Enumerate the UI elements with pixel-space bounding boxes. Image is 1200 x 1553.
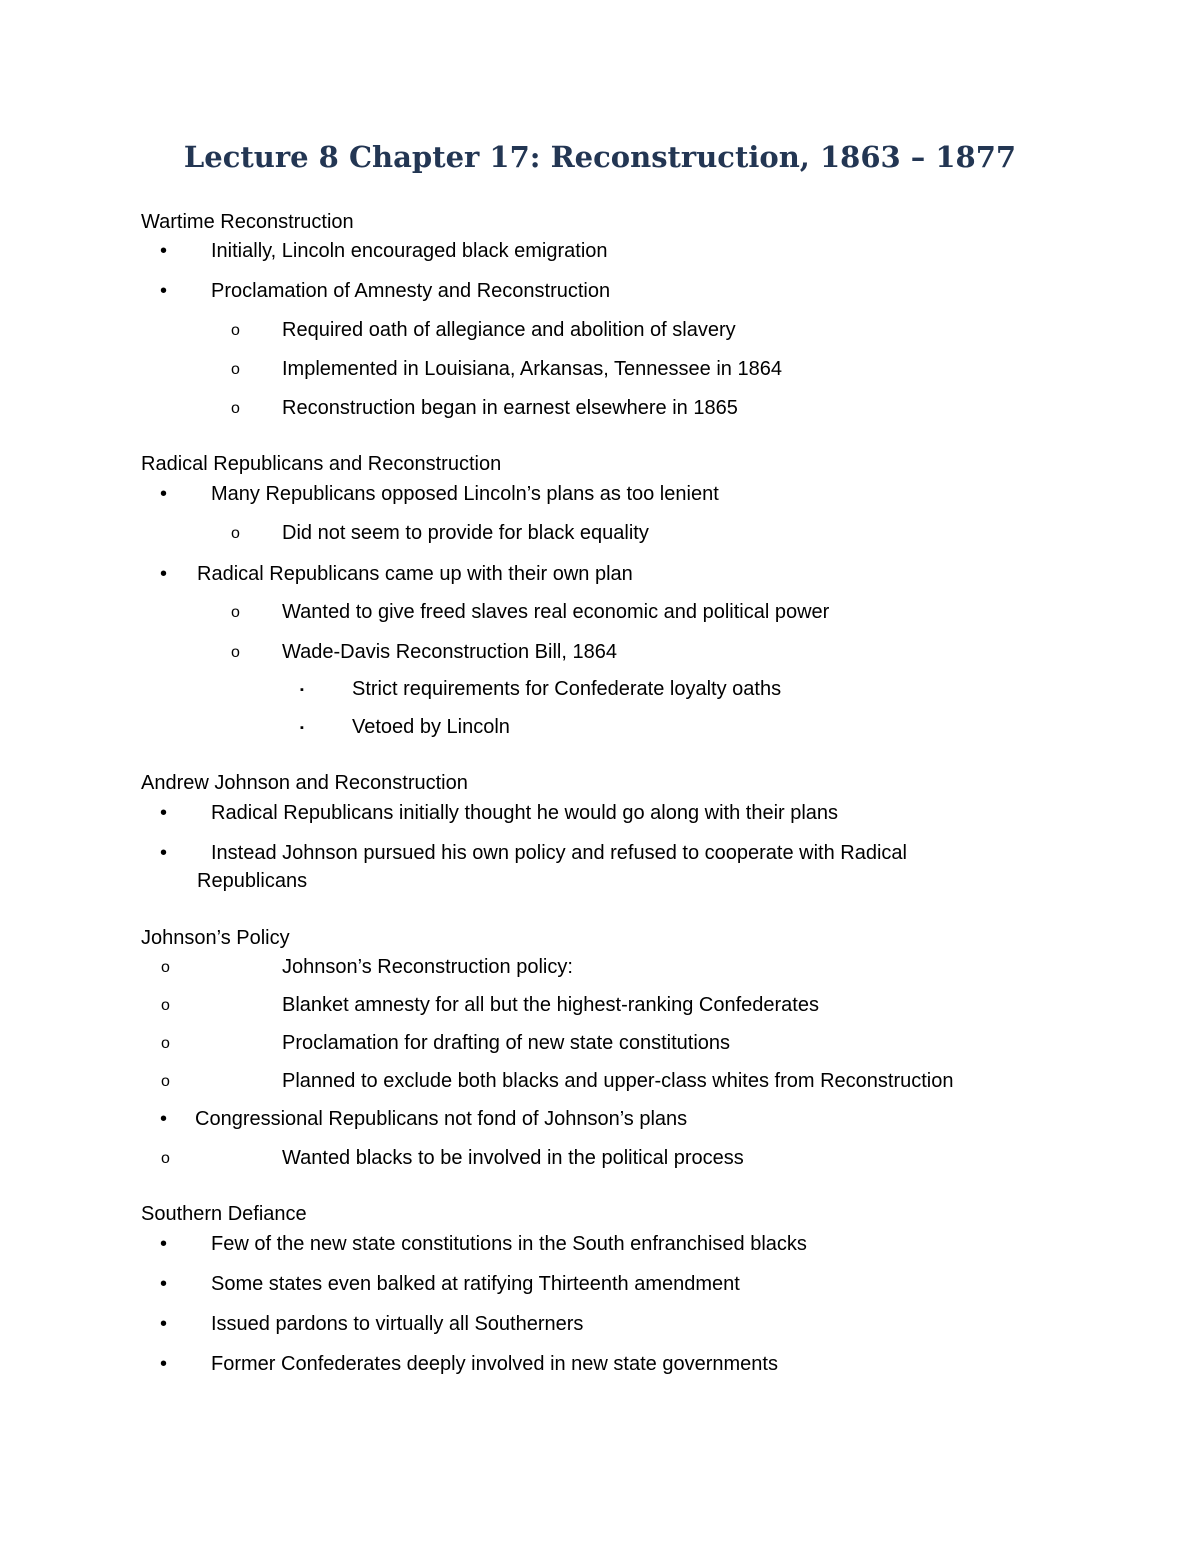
list-item: Wade-Davis Reconstruction Bill, 1864 <box>282 641 617 663</box>
list-item: Many Republicans opposed Lincoln’s plans as too lenient <box>211 483 719 505</box>
section-heading: Wartime Reconstruction <box>141 211 354 233</box>
list-item: Congressional Republicans not fond of Johnson’s plans <box>195 1108 688 1130</box>
section-heading: Andrew Johnson and Reconstruction <box>141 772 468 794</box>
bullet-marker: • <box>160 842 168 864</box>
list-item: Implemented in Louisiana, Arkansas, Tennessee in 1864 <box>282 358 782 380</box>
circle-marker: o <box>161 1035 170 1052</box>
list-item: Former Confederates deeply involved in new state governments <box>211 1353 778 1375</box>
list-item: Reconstruction began in earnest elsewhere in 1865 <box>282 397 738 419</box>
list-item: Strict requirements for Confederate loyalty oaths <box>352 678 782 700</box>
circle-marker: o <box>231 400 240 417</box>
bullet-marker: • <box>160 1233 168 1255</box>
list-item: Did not seem to provide for black equality <box>282 522 649 544</box>
circle-marker: o <box>231 322 240 339</box>
list-item: Vetoed by Lincoln <box>352 716 510 738</box>
circle-marker: o <box>161 997 170 1014</box>
list-item: Radical Republicans came up with their own plan <box>197 563 633 585</box>
document-title: Lecture 8 Chapter 17: Reconstruction, 1863 – 1877 <box>183 140 1017 174</box>
list-item-continuation: Republicans <box>197 870 308 892</box>
list-item: Proclamation of Amnesty and Reconstruction <box>211 280 611 302</box>
list-item: Required oath of allegiance and abolition of slavery <box>282 319 736 341</box>
circle-marker: o <box>161 1073 170 1090</box>
circle-marker: o <box>231 361 240 378</box>
list-item: Instead Johnson pursued his own policy and refused to cooperate with Radical <box>211 842 907 864</box>
list-item: Few of the new state constitutions in the South enfranchised blacks <box>211 1233 807 1255</box>
circle-marker: o <box>161 959 170 976</box>
circle-marker: o <box>231 525 240 542</box>
list-item: Some states even balked at ratifying Thirteenth amendment <box>211 1273 740 1295</box>
list-item: Blanket amnesty for all but the highest-ranking Confederates <box>282 994 819 1016</box>
list-item: Radical Republicans initially thought he would go along with their plans <box>211 802 839 824</box>
bullet-marker: • <box>160 483 168 505</box>
bullet-marker: • <box>160 280 168 302</box>
circle-marker: o <box>161 1150 170 1167</box>
bullet-marker: • <box>160 1353 168 1375</box>
square-marker: ▪ <box>300 684 304 696</box>
section-heading: Southern Defiance <box>141 1203 307 1225</box>
list-item: Planned to exclude both blacks and upper-class whites from Reconstruction <box>282 1070 954 1092</box>
section-heading: Radical Republicans and Reconstruction <box>141 453 502 475</box>
square-marker: ▪ <box>300 722 304 734</box>
section-heading: Johnson’s Policy <box>141 927 290 949</box>
list-item: Issued pardons to virtually all Southerners <box>211 1313 584 1335</box>
circle-marker: o <box>231 644 240 661</box>
circle-marker: o <box>231 604 240 621</box>
list-item: Wanted to give freed slaves real economic and political power <box>282 601 830 623</box>
bullet-marker: • <box>160 563 168 585</box>
bullet-marker: • <box>160 1108 168 1130</box>
list-item: Wanted blacks to be involved in the political process <box>282 1147 744 1169</box>
bullet-marker: • <box>160 1273 168 1295</box>
bullet-marker: • <box>160 240 168 262</box>
list-item: Proclamation for drafting of new state constitutions <box>282 1032 731 1054</box>
list-item: Initially, Lincoln encouraged black emigration <box>211 240 608 262</box>
bullet-marker: • <box>160 1313 168 1335</box>
bullet-marker: • <box>160 802 168 824</box>
list-item: Johnson’s Reconstruction policy: <box>282 956 573 978</box>
